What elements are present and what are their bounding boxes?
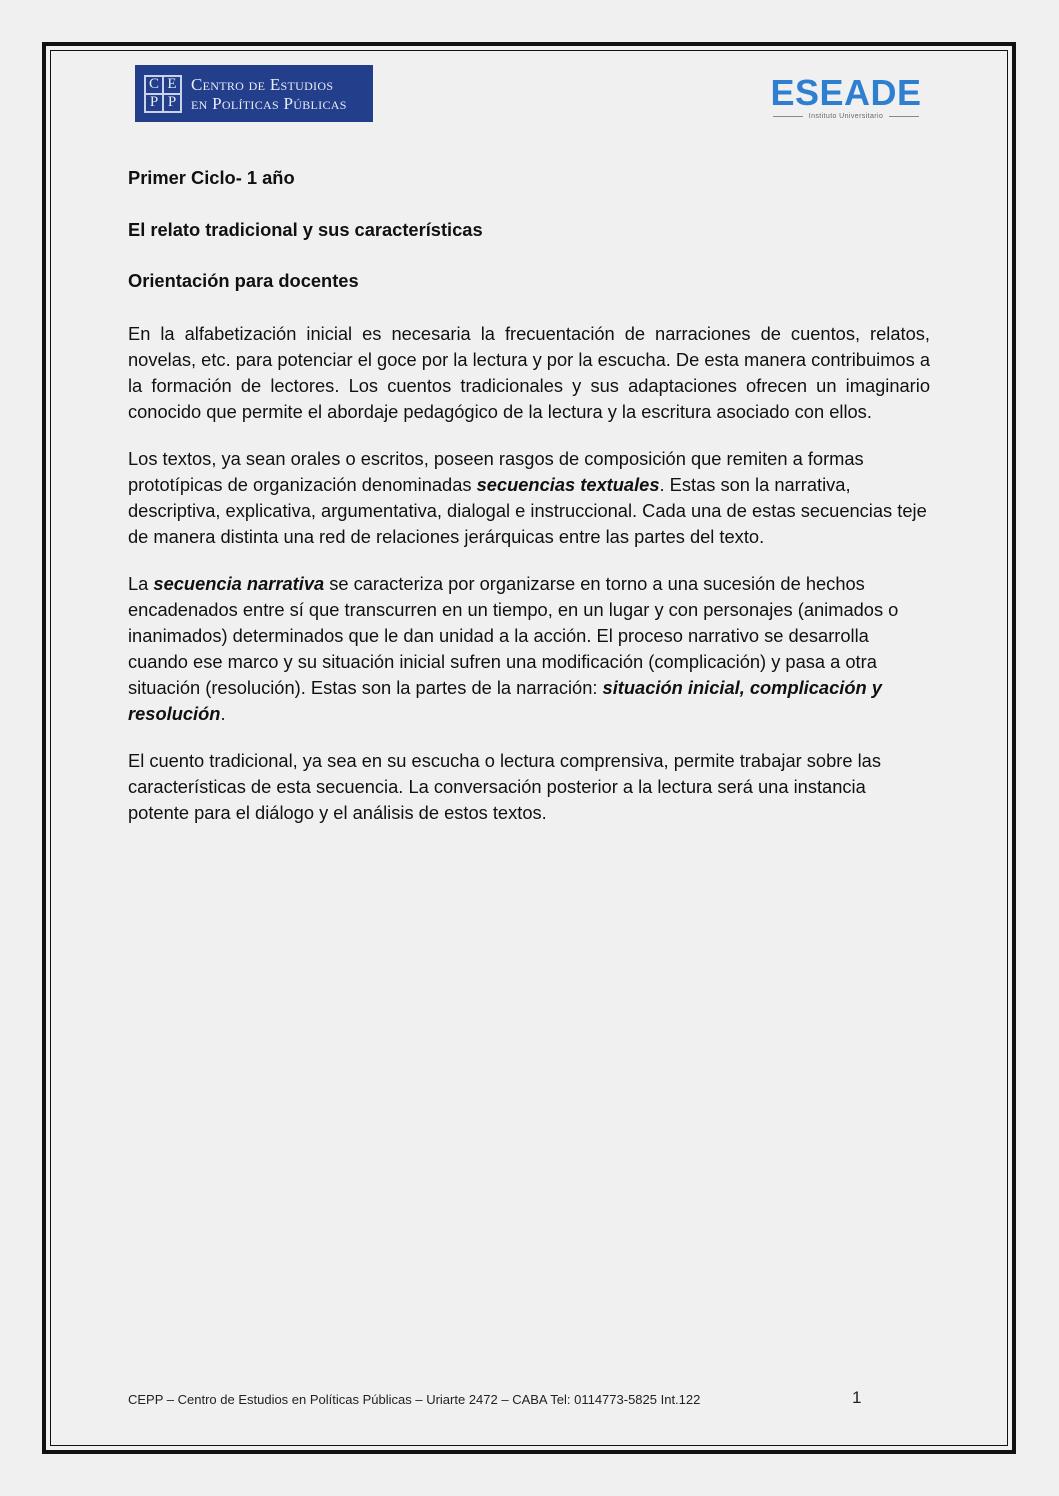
orientation-heading: Orientación para docentes: [128, 270, 359, 291]
document-body: [128, 165, 930, 847]
paragraph-text: .: [220, 703, 226, 724]
eseade-logo-rule-left: [773, 116, 803, 117]
paragraph-textual-sequences: [128, 446, 930, 550]
cycle-heading: Primer Ciclo- 1 año: [128, 167, 295, 188]
eseade-logo-name: ESEADE: [770, 72, 922, 113]
paragraph-narrative-sequence: [128, 571, 930, 727]
emphasis-term: situación inicial, complicación y resolución: [128, 677, 882, 724]
paragraph-traditional-tale: El cuento tradicional, ya sea en su escucha o lectura comprensiva, permite trabajar sobre las características de esta secuencia. La conversación posterior a la lectura será una instancia potente para el diálogo y el análisis de estos textos.: [128, 750, 881, 823]
paragraph-text: La: [128, 573, 154, 594]
eseade-logo: [766, 74, 926, 122]
emphasis-term: secuencias textuales: [476, 474, 660, 495]
cepp-logo-letter: C: [145, 76, 163, 94]
paragraph-text: . Estas son la narrativa, descriptiva, explicativa, argumentativa, dialogal e instruccional. Cada una de estas secuencias teje de manera distinta una red de relaciones jerárquicas entre las partes del texto.: [128, 474, 927, 547]
cepp-logo-text: [191, 75, 347, 113]
eseade-logo-subtitle: Instituto Universitario: [808, 113, 884, 120]
cepp-logo-line1: Centro de Estudios: [191, 74, 334, 94]
page-number: 1: [852, 1388, 862, 1407]
cepp-logo-letter: P: [163, 94, 181, 112]
paragraph-literacy: En la alfabetización inicial es necesaria la frecuentación de narraciones de cuentos, relatos, novelas, etc. para potenciar el goce por la lectura y por la escucha. De esta manera contribuimos a la formación de lectores. Los cuentos tradicionales y sus adaptaciones ofrecen un imaginario conocido que permite el abordaje pedagógico de la lectura y la escritura asociado con ellos.: [128, 323, 930, 422]
cepp-logo-mark: [144, 75, 182, 113]
cepp-logo-letter: E: [163, 76, 181, 94]
eseade-logo-subtitle-row: [766, 113, 926, 120]
eseade-logo-rule-right: [889, 116, 919, 117]
cepp-logo-letter: P: [145, 94, 163, 112]
cepp-logo-line2: en Políticas Públicas: [191, 93, 347, 113]
paragraph-text: Los textos, ya sean orales o escritos, poseen rasgos de composición que remiten a formas prototípicas de organización denominadas: [128, 448, 864, 495]
emphasis-term: secuencia narrativa: [153, 573, 325, 594]
paragraph-text: se caracteriza por organizarse en torno a una sucesión de hechos encadenados entre sí que transcurren en un tiempo, en un lugar y con personajes (animados o inanimados) determinados que le dan unidad a la acción. El proceso narrativo se desarrolla cuando ese marco y su situación inicial sufren una modificación (complicación) y pasa a otra situación (resolución). Estas son la partes de la narración:: [128, 573, 899, 698]
cepp-logo: [135, 65, 373, 122]
footer-text: CEPP – Centro de Estudios en Políticas Públicas – Uriarte 2472 – CABA Tel: 0114773-5825 Int.122: [128, 1392, 701, 1407]
topic-heading: El relato tradicional y sus características: [128, 219, 483, 240]
